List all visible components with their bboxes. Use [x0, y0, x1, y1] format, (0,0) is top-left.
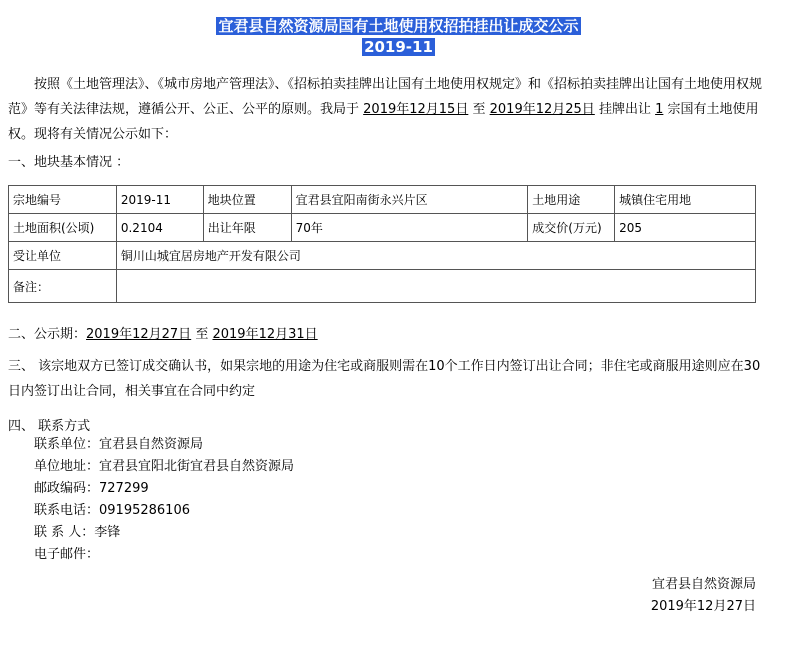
table-cell: 城镇住宅用地: [615, 186, 756, 214]
section-3-text: 三、 该宗地双方已签订成交确认书，如果宗地的用途为住宅或商服则需在10个工作日内签订出让合同；非住宅或商服用途则应在30日内签订出让合同，相关事宜在合同中约定: [8, 359, 761, 399]
table-cell: 受让单位: [9, 242, 117, 270]
intro-to: 至: [472, 102, 486, 117]
table-cell: 205: [615, 214, 756, 242]
table-cell: [116, 270, 755, 303]
signature-block: [651, 574, 756, 618]
announcement-title: [0, 16, 797, 57]
intro-text-2: 挂牌出让: [598, 102, 651, 117]
parcel-count: 1: [655, 102, 664, 117]
title-line-2: 2019-11: [364, 38, 433, 56]
publicity-end-date: 2019年12月31日: [212, 327, 318, 342]
table-cell: 成交价(万元): [528, 214, 615, 242]
table-cell: 地块位置: [203, 186, 291, 214]
listing-start-date: 2019年12月15日: [363, 102, 469, 117]
table-cell: 0.2104: [116, 214, 203, 242]
table-row: [9, 186, 756, 214]
table-cell: 宗地编号: [9, 186, 117, 214]
section-2-publicity-period: [8, 322, 768, 347]
table-row: [9, 270, 756, 303]
contact-person: 联 系 人：李锋: [34, 525, 121, 540]
parcel-info-table: [8, 185, 756, 303]
signature-org: 宜君县自然资源局: [651, 577, 756, 592]
intro-text-1: 按照《土地管理法》、《城市房地产管理法》、《招标拍卖挂牌出让国有土地使用权规定》和《招标拍卖挂牌出让国有土地使用权规范》等有关法律法规，遵循公开、公正、公平的原则。我局于: [8, 77, 763, 117]
table-row: [9, 242, 756, 270]
table-cell: 土地用途: [528, 186, 615, 214]
intro-text-3: 宗国有土地使用权。现将有关情况公示如下：: [8, 102, 759, 142]
table-cell: 铜川山城宜居房地产开发有限公司: [116, 242, 755, 270]
contact-address: 单位地址：宜君县宜阳北街宜君县自然资源局: [34, 459, 295, 474]
title-line-1: 宜君县自然资源局国有土地使用权招拍挂出让成交公示: [218, 17, 579, 35]
publicity-label: 二、公示期：: [8, 327, 87, 342]
contact-phone: 联系电话：09195286106: [34, 503, 190, 518]
section-1-heading: 一、地块基本情况 ：: [8, 155, 130, 170]
table-cell: 备注：: [9, 270, 117, 303]
section-4-heading: 四、 联系方式: [8, 419, 91, 434]
publicity-to: 至: [195, 327, 209, 342]
table-cell: 宜君县宜阳南街永兴片区: [291, 186, 528, 214]
intro-paragraph: [8, 72, 768, 147]
contact-email: 电子邮件：: [34, 547, 100, 562]
table-row: [9, 214, 756, 242]
table-cell: 2019-11: [116, 186, 203, 214]
contact-unit: 联系单位：宜君县自然资源局: [34, 437, 204, 452]
publicity-start-date: 2019年12月27日: [86, 327, 192, 342]
listing-end-date: 2019年12月25日: [489, 102, 595, 117]
table-cell: 土地面积(公顷): [9, 214, 117, 242]
contact-postcode: 邮政编码：727299: [34, 481, 149, 496]
table-cell: 70年: [291, 214, 528, 242]
table-cell: 出让年限: [203, 214, 291, 242]
signature-date: 2019年12月27日: [650, 599, 756, 614]
